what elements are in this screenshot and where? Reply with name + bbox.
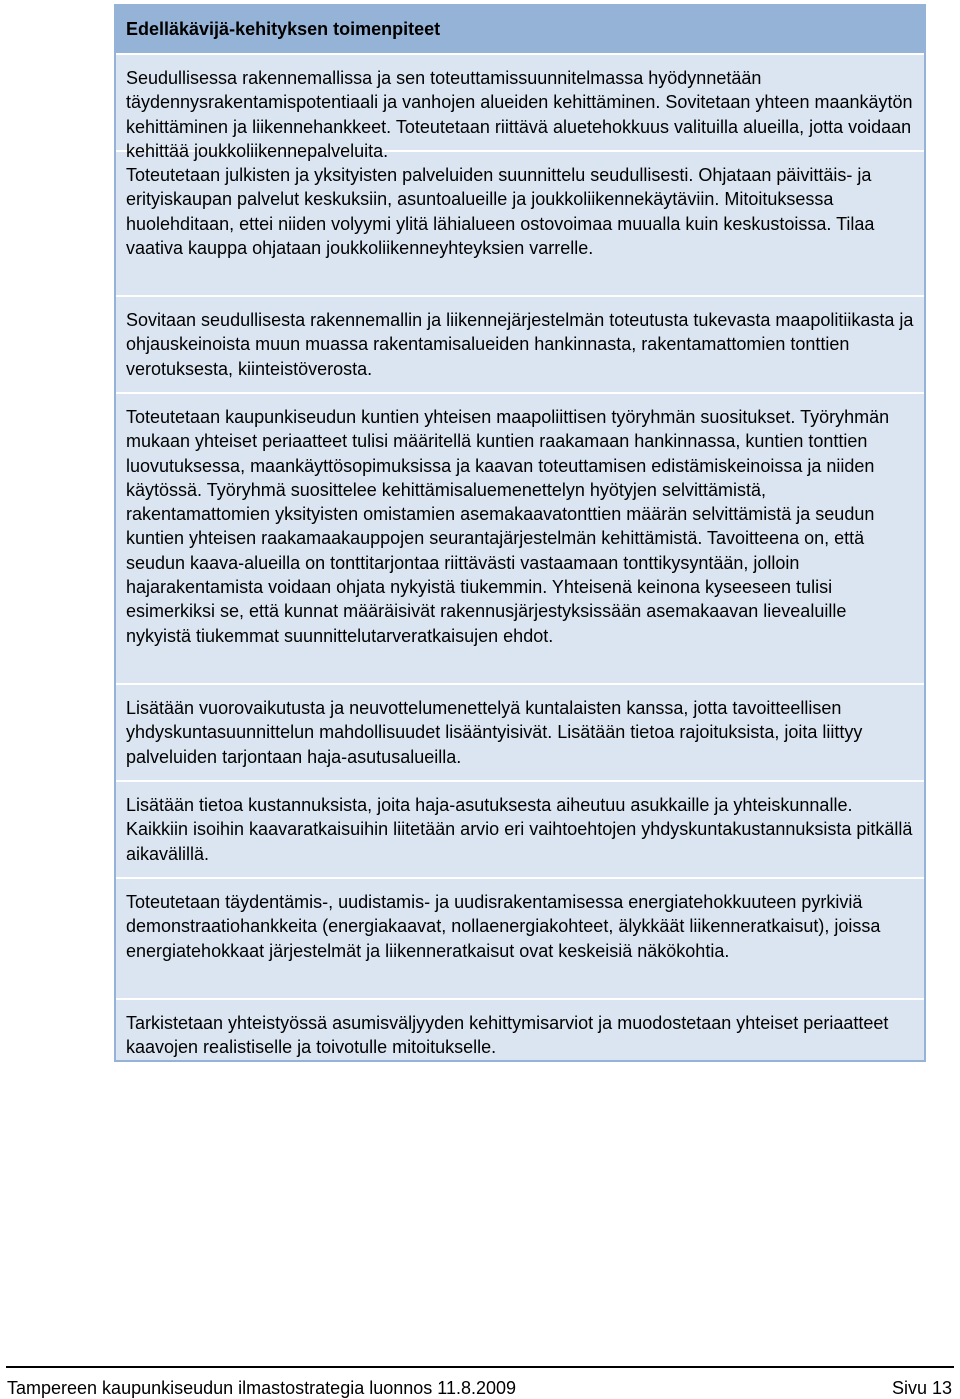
table-row bbox=[116, 1000, 924, 1060]
footer-page-number: Sivu 13 bbox=[891, 1378, 952, 1398]
row-text: Sovitaan seudullisesta rakennemallin ja liikennejärjestelmän toteutusta tukevasta maapolitiikasta ja ohjauskeinoista muun muassa rakentamisalueiden hankinnasta, rakentamattomien tonttien verotuksesta, kiinteistöverosta. bbox=[126, 310, 914, 379]
row-text: Tarkistetaan yhteistyössä asumisväljyyden kehittymisarviot ja muodostetaan yhteiset periaatteet kaavojen realistiselle ja toivotulle mitoitukselle. bbox=[126, 1013, 889, 1058]
table-row bbox=[116, 297, 924, 394]
table-heading-text: Edelläkävijä-kehityksen toimenpiteet bbox=[126, 19, 441, 39]
table-row bbox=[116, 152, 924, 297]
footer-document-title: Tampereen kaupunkiseudun ilmastostrategia luonnos 11.8.2009 bbox=[7, 1378, 517, 1398]
row-text: Toteutetaan täydentämis-, uudistamis- ja uudisrakentamisessa energiatehokkuuteen pyrkiviä demonstraatiohankkeita (energiakaavat, nollaenergiakohteet, älykkäät liikenneratkaisut), joissa energiatehokkaat järjestelmät ja liikenneratkaisut ovat keskeisiä näkökohtia. bbox=[126, 892, 881, 961]
table-heading bbox=[116, 6, 924, 55]
table-row bbox=[116, 685, 924, 782]
row-text: Lisätään vuorovaikutusta ja neuvottelumenettelyä kuntalaisten kanssa, jotta tavoitteellisen yhdyskuntasuunnittelun mahdollisuudet lisääntyisivät. Lisätään tietoa rajoituksista, joita liittyy palveluiden tarjontaan haja-asutusalueilla. bbox=[126, 698, 863, 767]
measures-table bbox=[114, 4, 926, 1062]
row-text: Toteutetaan julkisten ja yksityisten palveluiden suunnittelu seudullisesti. Ohjataan päivittäis- ja erityiskaupan palvelut keskuksiin, asuntoalueille ja joukkoliikennekäytäviin. Mitoituksessa huolehditaan, ettei niiden volyymi ylitä lähialueen ostovoimaa muualla kuin keskustoissa. Tilaa vaativa kauppa ohjataan joukkoliikenneyhteyksien varrelle. bbox=[126, 165, 875, 258]
table-row bbox=[116, 879, 924, 1000]
row-text: Lisätään tietoa kustannuksista, joita haja-asutuksesta aiheutuu asukkaille ja yhteiskunnalle. Kaikkiin isoihin kaavaratkaisuihin liitetään arvio eri vaihtoehtojen yhdyskuntakustannuksista pitkällä aikavälillä. bbox=[126, 795, 913, 864]
table-row bbox=[116, 394, 924, 685]
table-row bbox=[116, 782, 924, 879]
table-row bbox=[116, 55, 924, 161]
row-text: Toteutetaan kaupunkiseudun kuntien yhteisen maapoliittisen työryhmän suositukset. Työryhmän mukaan yhteiset periaatteet tulisi määritellä kuntien raakamaan hankinnassa, kuntien tonttien luovutuksessa, maankäyttösopimuksissa ja kaavan toteuttamisen edistämiskeinoissa ja niiden käytössä. Työryhmä suosittelee kehittämisaluemenettelyn hyötyjen selvittämistä, rakentamattomien yksityisten omistamien asemakaavatonttien määrän selvittämistä ja seudun kuntien yhteisen raakamaakauppojen seurantajärjestelmän kehittämistä. Tavoitteena on, että seudun kaava-alueilla on tonttitarjontaa riittävästi vastaamaan tonttikysyntään, jolloin hajarakentamista voidaan ohjata nykyistä tiukemmin. Yhteisenä keinona kyseeseen tulisi esimerkiksi se, että kunnat määräisivät rakennusjärjestyksissään asemakaavan lievealuille nykyistä tiukemmat suunnittelutarveratkaisujen ehdot. bbox=[126, 407, 890, 646]
page-footer bbox=[6, 1366, 954, 1398]
row-text: Seudullisessa rakennemallissa ja sen toteuttamissuunnitelmassa hyödynnetään täydennysrakentamispotentiaali ja vanhojen alueiden kehittäminen. Sovitetaan yhteen maankäytön kehittäminen ja liikennehankkeet. Toteutetaan riittävä aluetehokkuus valituilla alueilla, jotta voidaan kehittää joukkoliikennepalveluita. bbox=[126, 68, 913, 161]
